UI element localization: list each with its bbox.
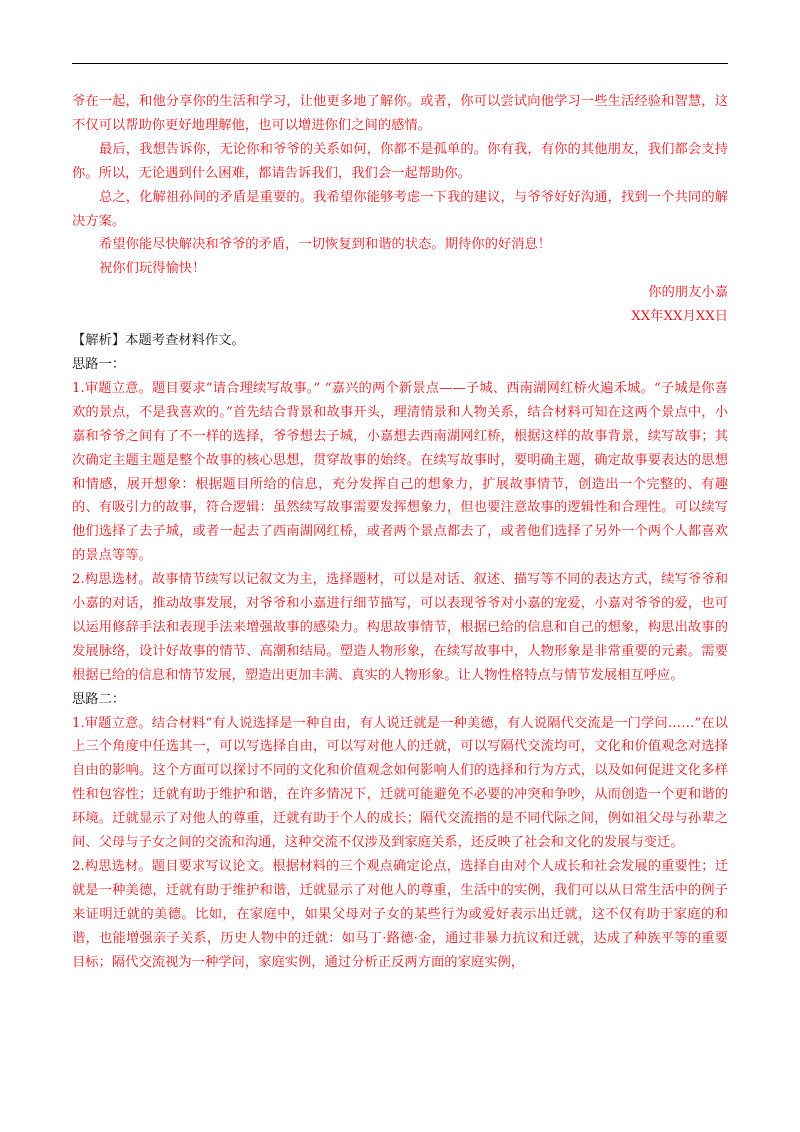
letter-paragraph: 祝你们玩得愉快！ — [99, 261, 206, 277]
header-rule — [72, 63, 728, 64]
letter-paragraph: 爷在一起，和他分享你的生活和学习，让他更多地了解你。或者，你可以尝试向他学习一些生活经验和智慧，这不仅可以帮助你更好地理解他，也可以增进你们之间的感情。 — [72, 94, 728, 133]
letter-paragraph: 希望你能尽快解决和爷爷的矛盾，一切恢复到和谐的状态。期待你的好消息！ — [99, 237, 552, 253]
letter-date: XX年XX月XX日 — [631, 309, 728, 325]
route1-point2: 2.构思选材。故事情节续写以记叙文为主，选择题材，可以是对话、叙述、描写等不同的表达方式，续写爷爷和小嘉的对话，推动故事发展，对爷爷和小嘉进行细节描写，可以表现爷爷对小嘉的宠爱，小嘉对爷爷的爱，也可以运用修辞手法和表现手法来增强故事的感染力。构思故事情节，根据已给的信息和自己的想象，构思出故事的发展脉络，设计好故事的情节、高潮和结局。塑造人物形象，在续写故事中，人物形象是非常重要的元素。需要根据已给的信息和情节发展，塑造出更加丰满、真实的人物形象。让人物性格特点与情节发展相互呼应。 — [72, 572, 728, 683]
route2-title: 思路二： — [72, 691, 126, 707]
route2-point1: 1.审题立意。结合材料“有人说选择是一种自由，有人说迁就是一种美德，有人说隔代交流是一门学问……”在以上三个角度中任选其一，可以写选择自由，可以写对他人的迁就，可以写隔代交流均可，文化和价值观念对选择自由的影响。这个方面可以探讨不同的文化和价值观念如何影响人们的选择和行为方式，以及如何促进文化多样性和包容性；迁就有助于维护和谐，在许多情况下，迁就可能避免不必要的冲突和争吵，从而创造一个更和谐的环境。迁就显示了对他人的尊重，迁就有助于个人的成长；隔代交流指的是不同代际之间，例如祖父母与孙辈之间、父母与子女之间的交流和沟通，这种交流不仅涉及到家庭关系，还反映了社会和文化的发展与变迁。 — [72, 715, 728, 851]
letter-paragraph: 总之，化解祖孙间的矛盾是重要的。我希望你能够考虑一下我的建议，与爷爷好好沟通，找到一个共同的解决方案。 — [72, 189, 728, 229]
page-content — [72, 90, 728, 975]
letter-paragraph: 最后，我想告诉你，无论你和爷爷的关系如何，你都不是孤单的。你有我，有你的其他朋友，我们都会支持你。所以，无论遇到什么困难，都请告诉我们，我们会一起帮助你。 — [72, 141, 728, 181]
route1-point1: 1.审题立意。题目要求“请合理续写故事。” “嘉兴的两个新景点——子城、西南湖网红桥火遍禾城。“子城是你喜欢的景点，不是我喜欢的。”首先结合背景和故事开头，理清情景和人物关系，结合材料可知在这两个景点中，小嘉和爷爷之间有了不一样的选择，爷爷想去子城，小嘉想去西南湖网红桥，根据这样的故事背景，续写故事；其次确定主题主题是整个故事的核心思想，贯穿故事的始终。在续写故事时，要明确主题，确定故事要表达的思想和情感，展开想象：根据题目所给的信息，充分发挥自己的想象力，扩展故事情节，创造出一个完整的、有趣的、有吸引力的故事，符合逻辑：虽然续写故事需要发挥想象力，但也要注意故事的逻辑性和合理性。可以续写他们选择了去子城，或者一起去了西南湖网红桥，或者两个景点都去了，或者他们选择了另外一个两个人都喜欢的景点等等。 — [72, 380, 728, 564]
route2-point2: 2.构思选材。题目要求写议论文。根据材料的三个观点确定论点，选择自由对个人成长和社会发展的重要性；迁就是一种美德，迁就有助于维护和谐，迁就显示了对他人的尊重，生活中的实例，我们可以从日常生活中的例子来证明迁就的美德。比如，在家庭中，如果父母对子女的某些行为或爱好表示出迁就，这不仅有助于家庭的和谐，也能增强亲子关系，历史人物中的迁就：如马丁·路德·金，通过非暴力抗议和迁就，达成了种族平等的重要目标；隔代交流视为一种学问，家庭实例，通过分析正反两方面的家庭实例， — [72, 859, 728, 970]
route1-title: 思路一： — [72, 356, 126, 372]
analysis-header: 【解析】本题考查材料作文。 — [72, 333, 245, 349]
letter-signature: 你的朋友小嘉 — [648, 285, 728, 301]
